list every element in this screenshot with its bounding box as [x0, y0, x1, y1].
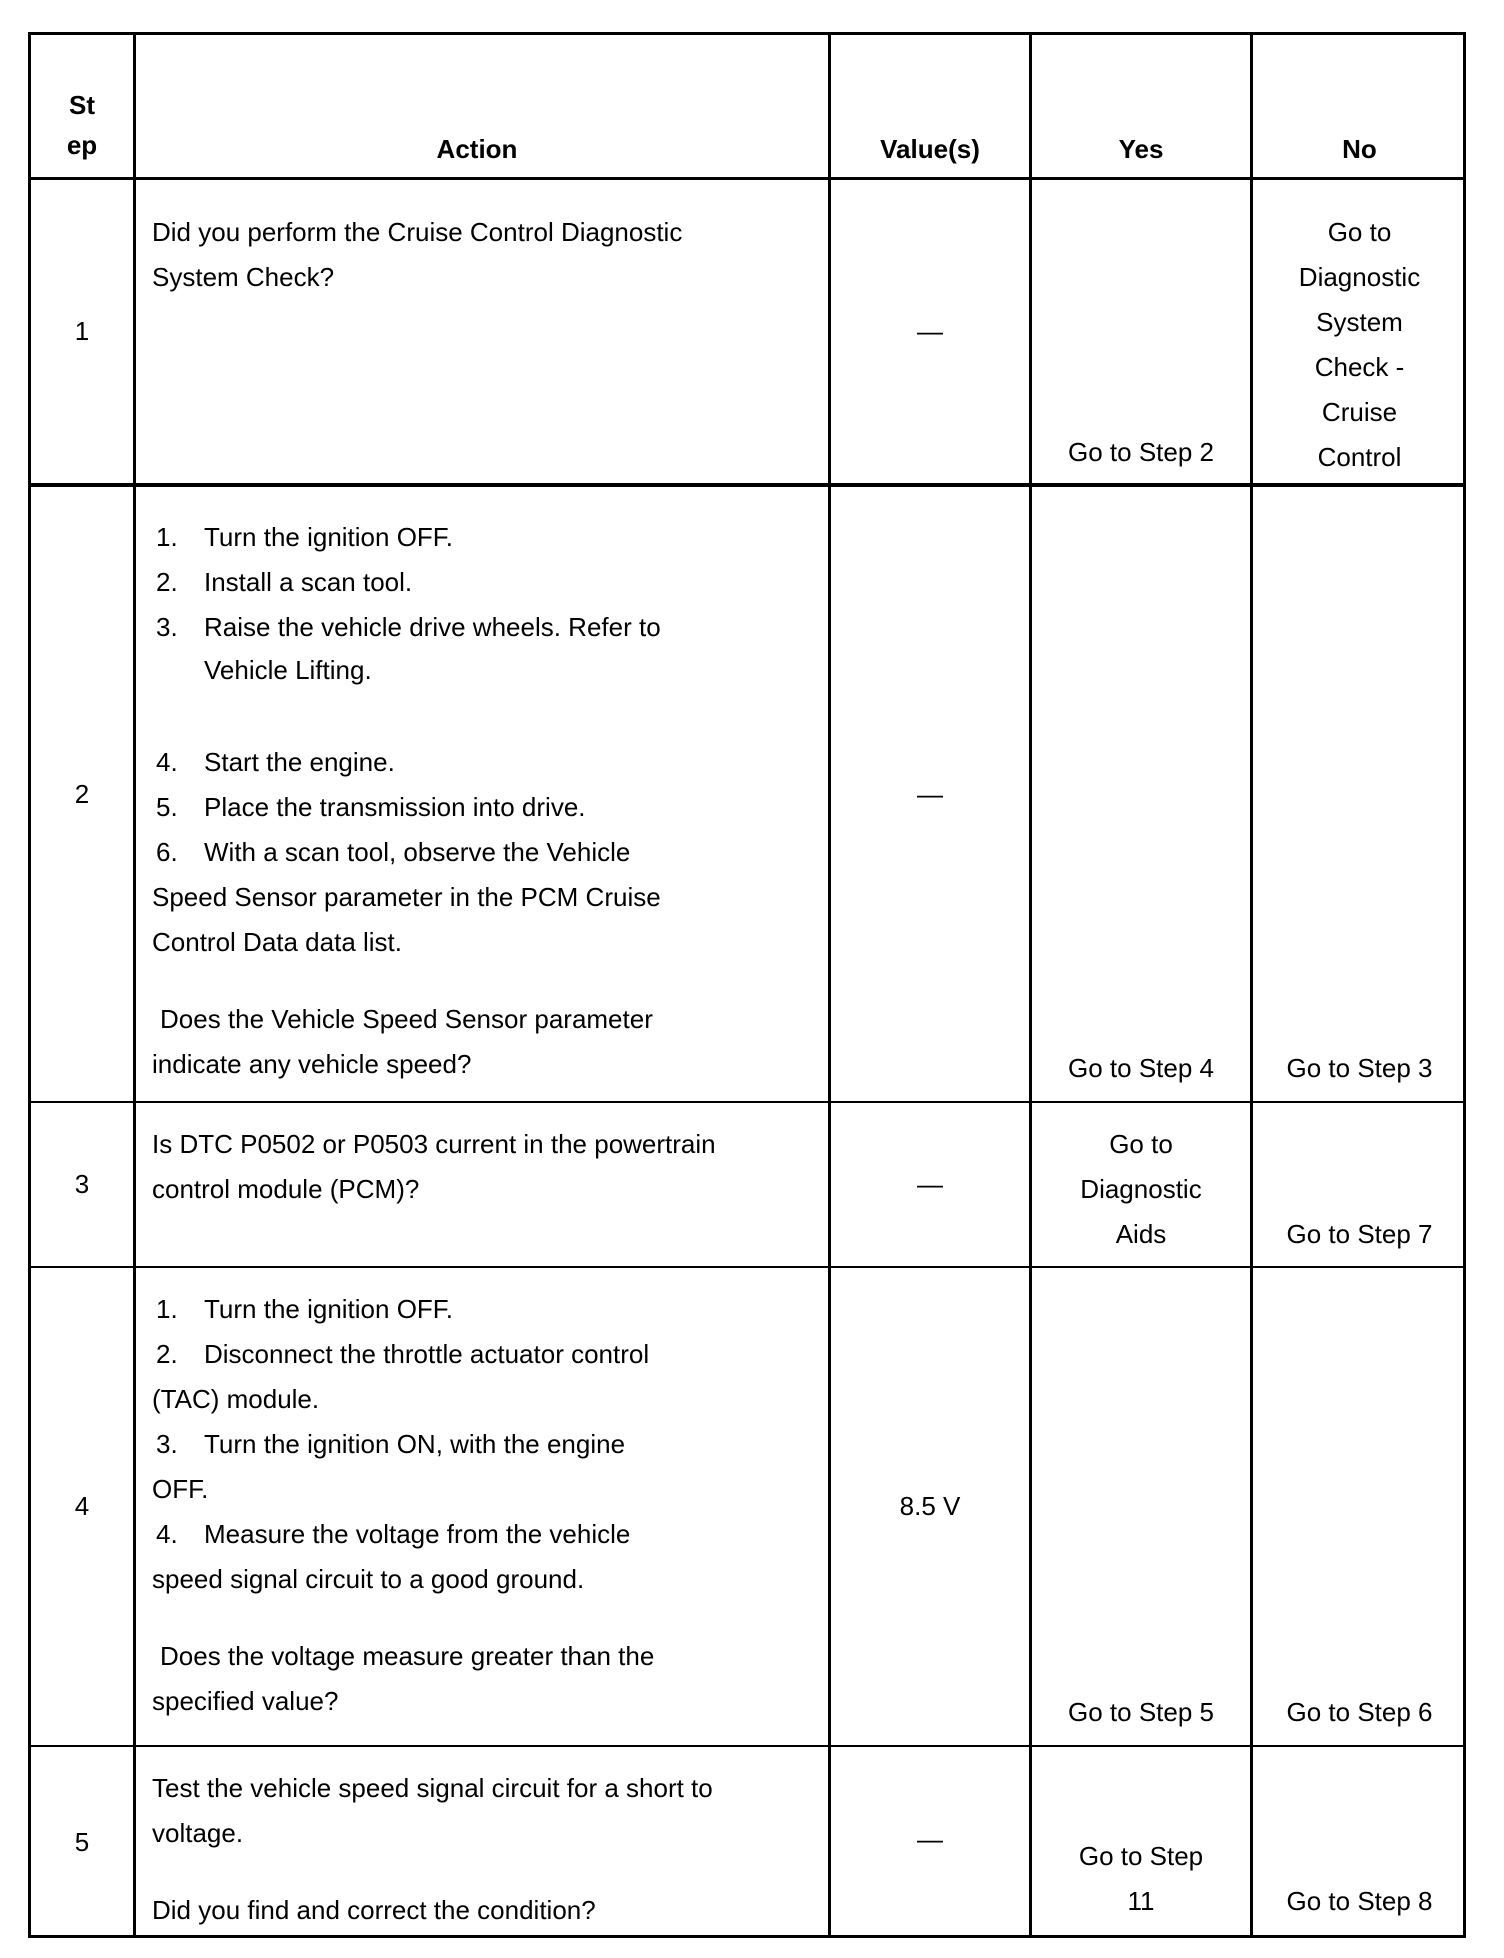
- step-number: 3: [74, 1169, 90, 1199]
- question-text: specified value?: [152, 1686, 339, 1716]
- no-cell: Go to Step 8: [1286, 1886, 1433, 1916]
- no-line: Control: [1317, 442, 1402, 472]
- row-divider: [31, 1745, 1463, 1747]
- list-item: 3. Raise the vehicle drive wheels. Refer to: [156, 612, 661, 642]
- action-text: [136, 515, 828, 1087]
- header-yes: Yes: [1118, 134, 1164, 164]
- question-text: Does the Vehicle Speed Sensor parameter: [160, 1004, 653, 1034]
- list-item-continuation: (TAC) module.: [152, 1384, 320, 1414]
- yes-cell: Go to Step 2: [1068, 437, 1214, 467]
- yes-line: 11: [1127, 1886, 1155, 1916]
- step-number: 5: [74, 1827, 90, 1857]
- header-step-line2: ep: [66, 130, 98, 160]
- action-text: [136, 1287, 828, 1724]
- row-divider: [31, 1266, 1463, 1268]
- no-cell: Go to Step 3: [1286, 1053, 1433, 1083]
- no-cell: Go to Step 6: [1286, 1697, 1433, 1727]
- list-item: 2. Disconnect the throttle actuator control: [156, 1339, 650, 1369]
- header-action: Action: [436, 134, 518, 164]
- action-line: Did you perform the Cruise Control Diagnostic: [152, 217, 683, 247]
- list-item: 4. Start the engine.: [156, 747, 395, 777]
- em-dash: —: [917, 1169, 943, 1199]
- no-line: Diagnostic: [1298, 262, 1421, 292]
- no-cell: [1253, 210, 1466, 480]
- question-text: indicate any vehicle speed?: [152, 1049, 472, 1079]
- step-number: 2: [74, 778, 90, 809]
- no-line: Check -: [1314, 352, 1405, 382]
- row-divider: [31, 177, 1463, 180]
- diagnostic-table: [28, 32, 1466, 1938]
- vehicle-lifting-link[interactable]: Vehicle Lifting: [204, 655, 365, 685]
- list-item: 1. Turn the ignition OFF.: [156, 522, 454, 552]
- list-item: 6. With a scan tool, observe the Vehicle: [156, 837, 631, 867]
- em-dash: —: [917, 1824, 943, 1854]
- yes-cell: [1032, 1122, 1250, 1257]
- action-text: [136, 1122, 828, 1212]
- question-text: Does the voltage measure greater than the: [160, 1641, 655, 1671]
- list-item-continuation: speed signal circuit to a good ground.: [152, 1564, 585, 1594]
- list-item: 3. Turn the ignition ON, with the engine: [156, 1429, 626, 1459]
- yes-line: Go to Step: [1078, 1841, 1204, 1871]
- header-step-line1: St: [69, 90, 95, 120]
- step-number: 4: [74, 1491, 90, 1521]
- question-text: Did you find and correct the condition?: [152, 1895, 596, 1925]
- yes-line: Diagnostic: [1080, 1174, 1202, 1204]
- action-text: [136, 210, 828, 300]
- no-cell: Go to Step 7: [1286, 1219, 1433, 1249]
- action-line: voltage.: [152, 1818, 244, 1848]
- row-divider: [31, 483, 1463, 487]
- list-item-continuation: OFF.: [152, 1474, 209, 1504]
- header-values: Value(s): [880, 134, 980, 164]
- list-item: 2. Install a scan tool.: [156, 567, 413, 597]
- no-line: Cruise: [1321, 397, 1398, 427]
- list-item: 4. Measure the voltage from the vehicle: [156, 1519, 631, 1549]
- col-divider: [1029, 35, 1032, 1935]
- action-text: [136, 1766, 828, 1933]
- value-cell: [831, 1103, 1029, 1266]
- yes-cell: [1032, 1834, 1250, 1924]
- action-line: control module (PCM)?: [152, 1174, 420, 1204]
- list-item: 5. Place the transmission into drive.: [156, 792, 586, 822]
- yes-line: Aids: [1115, 1219, 1167, 1249]
- no-line: Go to: [1327, 217, 1392, 247]
- action-line: Test the vehicle speed signal circuit for a short to: [152, 1773, 713, 1803]
- action-line: Is DTC P0502 or P0503 current in the powertrain: [152, 1129, 716, 1159]
- row-divider: [31, 1101, 1463, 1103]
- value-cell: [831, 1747, 1029, 1932]
- value-cell: 8.5 V: [899, 1491, 961, 1521]
- em-dash: —: [917, 778, 943, 809]
- step-number: 1: [74, 316, 90, 346]
- list-item: 1. Turn the ignition OFF.: [156, 1294, 454, 1324]
- action-line: System Check?: [152, 262, 335, 292]
- list-item-continuation: Control Data data list.: [152, 927, 403, 957]
- header-step: [31, 85, 133, 175]
- yes-cell: Go to Step 4: [1068, 1053, 1214, 1083]
- yes-cell: Go to Step 5: [1068, 1697, 1214, 1727]
- value-cell: [831, 180, 1029, 483]
- no-line: System: [1316, 307, 1403, 337]
- value-cell: [831, 487, 1029, 1101]
- list-item-continuation: Speed Sensor parameter in the PCM Cruise: [152, 882, 661, 912]
- em-dash: —: [917, 316, 943, 346]
- list-item-continuation: Vehicle Lifting.: [204, 655, 372, 685]
- header-no: No: [1342, 134, 1377, 164]
- yes-line: Go to: [1109, 1129, 1173, 1159]
